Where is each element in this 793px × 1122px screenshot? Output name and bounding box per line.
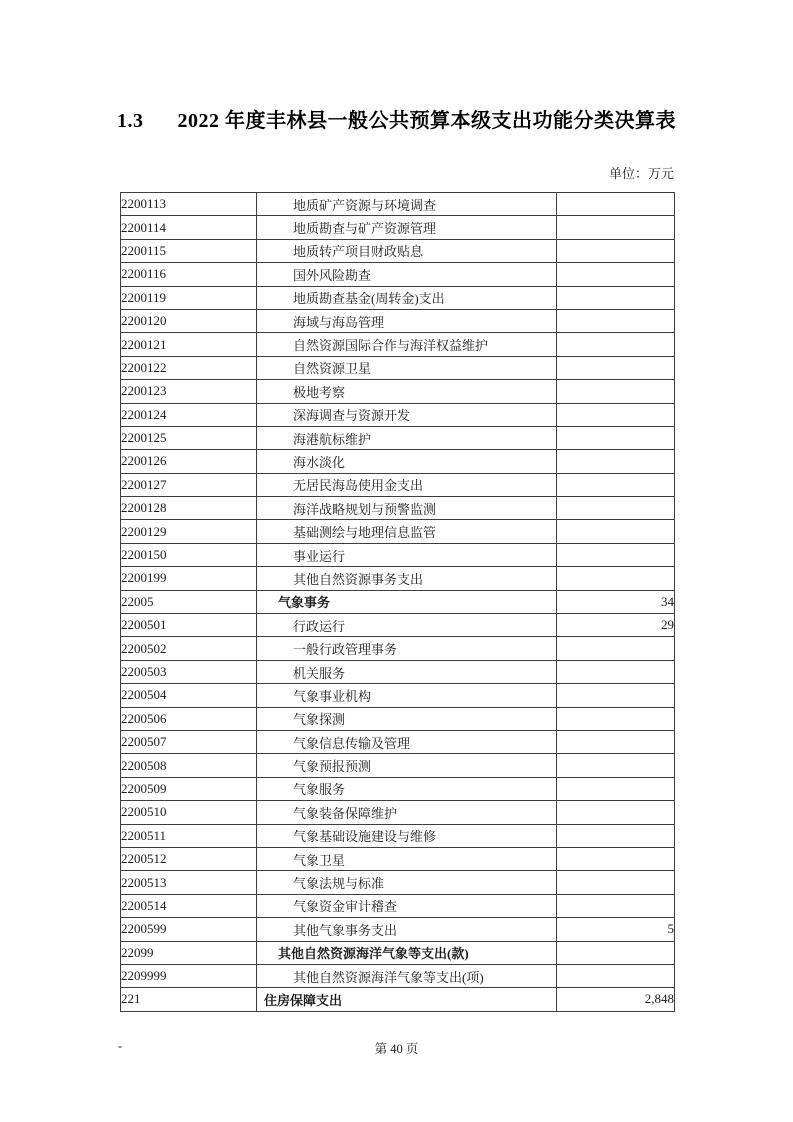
row-code: 2200115	[121, 239, 257, 262]
row-value	[557, 543, 675, 566]
row-value	[557, 263, 675, 286]
row-label: 住房保障支出	[257, 988, 557, 1011]
table-row	[121, 380, 675, 403]
row-code: 2200127	[121, 473, 257, 496]
table-row	[121, 309, 675, 332]
table-row	[121, 403, 675, 426]
row-label: 国外风险勘查	[257, 263, 557, 286]
unit-label: 单位：万元	[608, 166, 674, 181]
row-value	[557, 941, 675, 964]
row-value	[557, 637, 675, 660]
row-code: 2200113	[121, 193, 257, 216]
row-label: 地质勘查基金(周转金)支出	[257, 286, 557, 309]
row-code: 2200501	[121, 614, 257, 637]
row-code: 2200126	[121, 450, 257, 473]
table-row	[121, 567, 675, 590]
row-value	[557, 473, 675, 496]
row-code: 2209999	[121, 964, 257, 987]
row-value	[557, 450, 675, 473]
row-code: 2200503	[121, 660, 257, 683]
row-label: 自然资源国际合作与海洋权益维护	[257, 333, 557, 356]
row-code: 2200129	[121, 520, 257, 543]
row-value	[557, 824, 675, 847]
table-row	[121, 918, 675, 941]
row-label: 极地考察	[257, 380, 557, 403]
row-value	[557, 707, 675, 730]
row-value	[557, 426, 675, 449]
row-value	[557, 567, 675, 590]
row-label: 其他自然资源事务支出	[257, 567, 557, 590]
row-label: 基础测绘与地理信息监管	[257, 520, 557, 543]
row-label: 气象卫星	[257, 847, 557, 870]
table-row	[121, 426, 675, 449]
row-value	[557, 286, 675, 309]
row-value	[557, 964, 675, 987]
row-code: 2200504	[121, 684, 257, 707]
row-value	[557, 520, 675, 543]
row-label: 地质勘查与矿产资源管理	[257, 216, 557, 239]
table-row	[121, 590, 675, 613]
row-label: 其他气象事务支出	[257, 918, 557, 941]
row-value	[557, 309, 675, 332]
table-row	[121, 684, 675, 707]
row-code: 2200119	[121, 286, 257, 309]
table-row	[121, 193, 675, 216]
row-value	[557, 403, 675, 426]
row-code: 2200114	[121, 216, 257, 239]
row-value	[557, 730, 675, 753]
row-label: 机关服务	[257, 660, 557, 683]
table-row	[121, 824, 675, 847]
row-code: 2200510	[121, 801, 257, 824]
row-label: 地质转产项目财政贴息	[257, 239, 557, 262]
row-code: 2200507	[121, 730, 257, 753]
row-label: 气象装备保障维护	[257, 801, 557, 824]
table-row	[121, 941, 675, 964]
row-label: 行政运行	[257, 614, 557, 637]
table-row	[121, 520, 675, 543]
budget-table	[120, 192, 675, 1012]
row-value	[557, 684, 675, 707]
table-row	[121, 543, 675, 566]
row-code: 2200120	[121, 309, 257, 332]
row-label: 气象事业机构	[257, 684, 557, 707]
row-code: 22005	[121, 590, 257, 613]
row-value	[557, 239, 675, 262]
row-label: 气象探测	[257, 707, 557, 730]
row-code: 2200508	[121, 754, 257, 777]
row-value	[557, 333, 675, 356]
table-row	[121, 356, 675, 379]
row-value: 5	[557, 918, 675, 941]
row-value	[557, 894, 675, 917]
row-label: 气象事务	[257, 590, 557, 613]
table-row	[121, 239, 675, 262]
table-row	[121, 707, 675, 730]
row-code: 2200125	[121, 426, 257, 449]
table-row	[121, 730, 675, 753]
row-label: 气象信息传输及管理	[257, 730, 557, 753]
table-row	[121, 894, 675, 917]
row-label: 海水淡化	[257, 450, 557, 473]
row-label: 深海调查与资源开发	[257, 403, 557, 426]
row-value	[557, 193, 675, 216]
row-label: 气象基础设施建设与维修	[257, 824, 557, 847]
footer-dash: -	[118, 1039, 123, 1053]
row-code: 2200122	[121, 356, 257, 379]
table-row	[121, 801, 675, 824]
table-row	[121, 847, 675, 870]
table-row	[121, 637, 675, 660]
row-label: 气象服务	[257, 777, 557, 800]
row-code: 2200124	[121, 403, 257, 426]
row-label: 海港航标维护	[257, 426, 557, 449]
row-value: 2,848	[557, 988, 675, 1011]
row-value	[557, 801, 675, 824]
row-code: 2200599	[121, 918, 257, 941]
row-value	[557, 847, 675, 870]
row-value	[557, 216, 675, 239]
table-row	[121, 964, 675, 987]
table-row	[121, 263, 675, 286]
row-code: 2200506	[121, 707, 257, 730]
table-row	[121, 660, 675, 683]
row-code: 22099	[121, 941, 257, 964]
page-title	[0, 104, 793, 133]
table-row	[121, 614, 675, 637]
row-value: 34	[557, 590, 675, 613]
row-code: 2200502	[121, 637, 257, 660]
row-code: 2200514	[121, 894, 257, 917]
row-code: 221	[121, 988, 257, 1011]
row-label: 事业运行	[257, 543, 557, 566]
table-row	[121, 754, 675, 777]
row-label: 其他自然资源海洋气象等支出(款)	[257, 941, 557, 964]
row-code: 2200123	[121, 380, 257, 403]
row-code: 2200128	[121, 497, 257, 520]
row-code: 2200121	[121, 333, 257, 356]
table-row	[121, 286, 675, 309]
row-code: 2200116	[121, 263, 257, 286]
table-row	[121, 497, 675, 520]
row-label: 海域与海岛管理	[257, 309, 557, 332]
table-row	[121, 777, 675, 800]
row-value	[557, 871, 675, 894]
section-number: 1.3	[117, 110, 144, 132]
page-title-text: 2022 年度丰林县一般公共预算本级支出功能分类决算表	[177, 110, 676, 132]
row-label: 无居民海岛使用金支出	[257, 473, 557, 496]
row-label: 其他自然资源海洋气象等支出(项)	[257, 964, 557, 987]
table-row	[121, 333, 675, 356]
row-label: 自然资源卫星	[257, 356, 557, 379]
row-value: 29	[557, 614, 675, 637]
row-code: 2200511	[121, 824, 257, 847]
row-code: 2200513	[121, 871, 257, 894]
row-code: 2200509	[121, 777, 257, 800]
table-row	[121, 871, 675, 894]
row-code: 2200512	[121, 847, 257, 870]
row-label: 气象法规与标准	[257, 871, 557, 894]
row-value	[557, 356, 675, 379]
table-row	[121, 450, 675, 473]
budget-table-body	[121, 193, 675, 1012]
table-row	[121, 216, 675, 239]
row-label: 一般行政管理事务	[257, 637, 557, 660]
row-value	[557, 754, 675, 777]
page-number: 第 40 页	[374, 1042, 419, 1056]
row-code: 2200199	[121, 567, 257, 590]
row-value	[557, 380, 675, 403]
row-value	[557, 660, 675, 683]
row-value	[557, 497, 675, 520]
row-value	[557, 777, 675, 800]
row-code: 2200150	[121, 543, 257, 566]
table-row	[121, 473, 675, 496]
row-label: 气象资金审计稽查	[257, 894, 557, 917]
row-label: 海洋战略规划与预警监测	[257, 497, 557, 520]
table-row	[121, 988, 675, 1011]
row-label: 地质矿产资源与环境调查	[257, 193, 557, 216]
row-label: 气象预报预测	[257, 754, 557, 777]
